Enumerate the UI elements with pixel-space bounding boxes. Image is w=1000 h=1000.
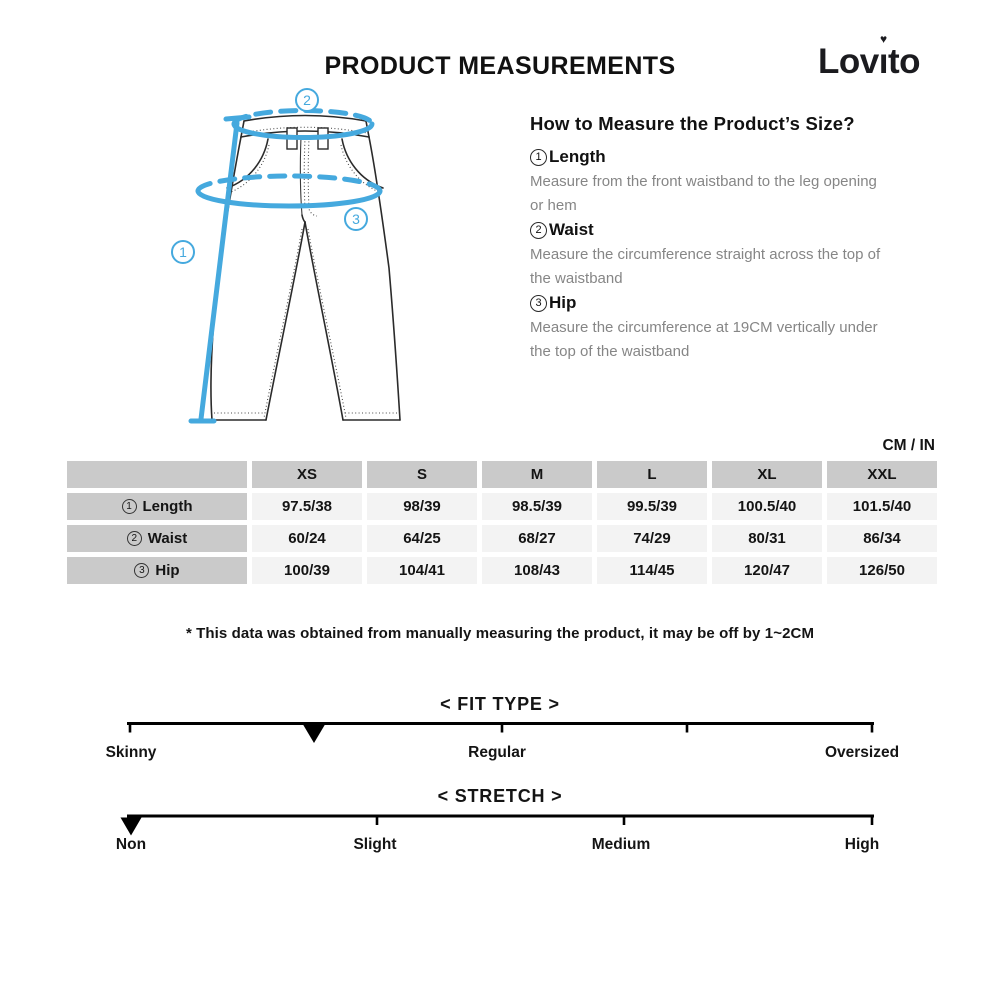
stretch-label-non: Non [115,836,147,853]
table-cell: 60/24 [252,525,362,552]
table-cell: 99.5/39 [597,493,707,520]
stretch-label-high: High [844,836,880,853]
table-cell: 98/39 [367,493,477,520]
table-cell: 86/34 [827,525,937,552]
col-header-m: M [482,461,592,488]
fit-label-skinny: Skinny [105,744,157,761]
how-to-measure-title: How to Measure the Product’s Size? [530,113,855,134]
table-cell: 101.5/40 [827,493,937,520]
size-table [67,461,937,584]
table-cell: 64/25 [367,525,477,552]
table-cell: 98.5/39 [482,493,592,520]
circled-1-icon: 1 [530,149,547,166]
legs-outline [211,137,400,420]
fit-label-oversized: Oversized [824,744,900,761]
heart-icon: ♥ [880,32,887,46]
col-header-xs: XS [252,461,362,488]
row-header-length [67,493,247,520]
svg-text:3: 3 [352,211,360,227]
length-measure-line [191,117,249,421]
circled-2-icon: 2 [127,531,142,546]
col-header-s: S [367,461,477,488]
svg-text:2: 2 [303,92,311,108]
stretch-label-medium: Medium [591,836,651,853]
stretch-axis [121,816,875,836]
table-cell: 74/29 [597,525,707,552]
col-header-l: L [597,461,707,488]
table-cell: 108/43 [482,557,592,584]
row-header-waist [67,525,247,552]
fit-type-title: < FIT TYPE > [440,694,560,714]
callout-waist [296,89,318,111]
measure-item-hip [530,293,882,364]
row-label: Waist [147,530,188,547]
row-label: Length [142,498,193,515]
measure-item-name: Length [549,147,606,166]
table-cell: 114/45 [597,557,707,584]
circled-3-icon: 3 [530,295,547,312]
brand-logo: Lovı ♥ to [818,32,921,81]
unit-label: CM / IN [882,437,935,454]
measure-item-heading [530,293,882,313]
measure-item-desc: Measure the circumference at 19CM vertically under the top of the waistband [530,319,878,360]
circled-3-icon: 3 [134,563,149,578]
fit-label-regular: Regular [468,744,526,761]
table-cell: 68/27 [482,525,592,552]
stretch-marker [121,818,142,836]
stretch-label-slight: Slight [353,836,397,853]
callout-hip [345,208,367,230]
table-cell: 100.5/40 [712,493,822,520]
fit-type-marker [303,725,325,744]
col-header-xl: XL [712,461,822,488]
table-cell: 97.5/38 [252,493,362,520]
table-cell: 100/39 [252,557,362,584]
circled-2-icon: 2 [530,222,547,239]
table-cell: 126/50 [827,557,937,584]
svg-text:1: 1 [179,244,187,260]
page-title: PRODUCT MEASUREMENTS [324,52,676,80]
how-to-measure-section [530,113,882,364]
measure-item-desc: Measure the circumference straight across the top of the waistband [530,246,881,287]
circled-1-icon: 1 [122,499,137,514]
table-cell: 104/41 [367,557,477,584]
measure-item-length [530,147,882,218]
table-corner-cell [67,461,247,488]
fit-type-axis [127,724,874,744]
pants-sketch [211,116,400,421]
table-cell: 120/47 [712,557,822,584]
col-header-xxl: XXL [827,461,937,488]
table-cell: 80/31 [712,525,822,552]
measure-item-desc: Measure from the front waistband to the leg opening or hem [530,173,877,214]
measure-item-heading [530,220,882,240]
row-header-hip [67,557,247,584]
pants-measurement-diagram [165,88,495,448]
callout-length [172,241,194,263]
row-label: Hip [155,562,180,579]
measure-item-name: Hip [549,293,577,312]
measure-item-waist [530,220,882,291]
measure-item-heading [530,147,882,167]
stretch-title: < STRETCH > [437,786,563,806]
measurement-disclaimer: * This data was obtained from manually measuring the product, it may be off by 1~2CM [185,625,815,642]
measure-item-name: Waist [549,220,594,239]
waist-measure-line [234,111,372,138]
waistband-top-edge [244,116,366,122]
